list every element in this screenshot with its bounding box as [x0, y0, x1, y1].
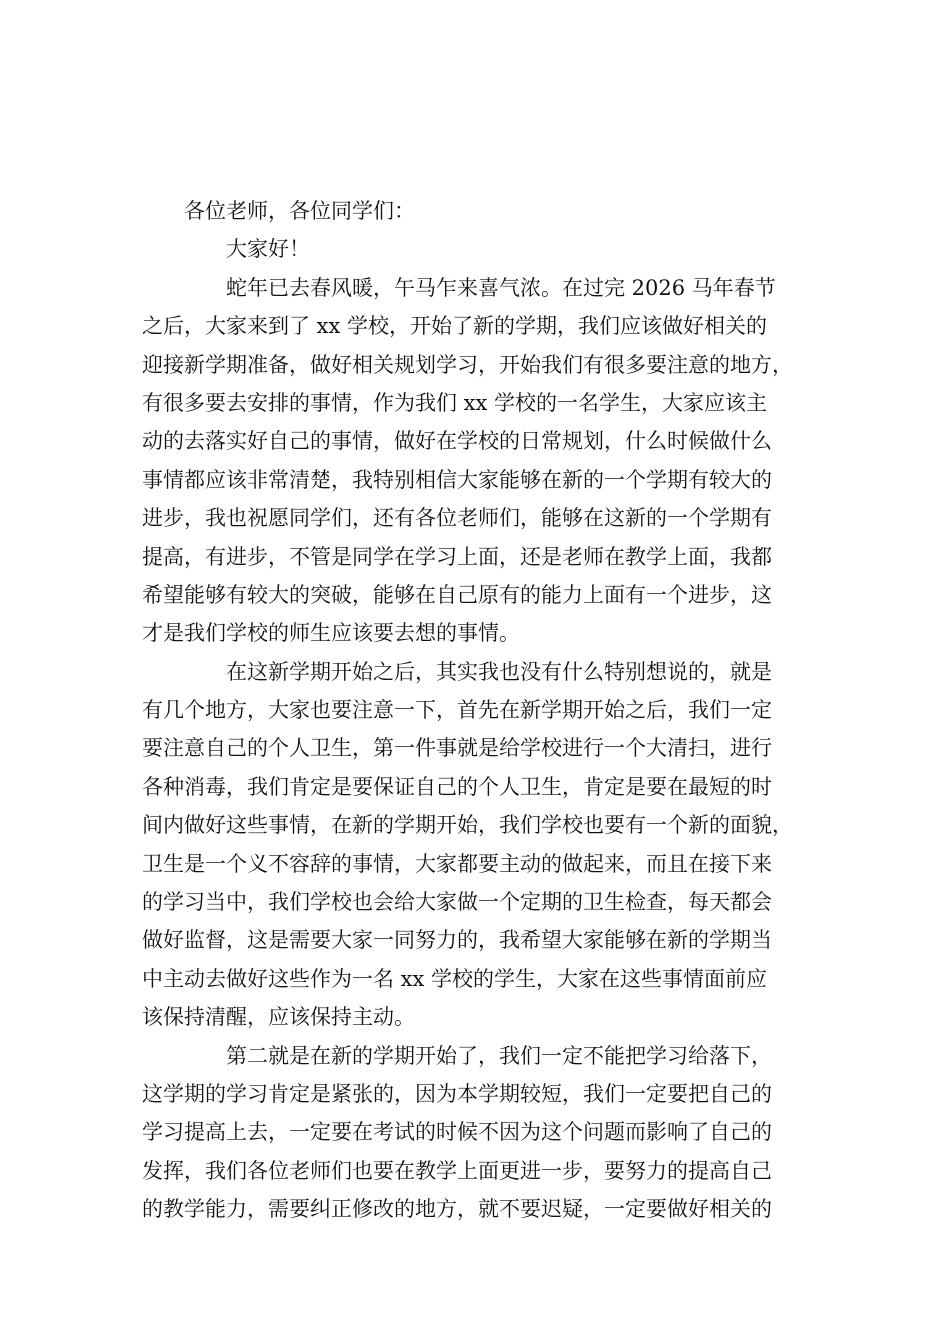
paragraph-2 [142, 653, 814, 1037]
paragraph-line: 第二就是在新的学期开始了，我们一定不能把学习给落下， [226, 1043, 772, 1068]
paragraph-line: 有几个地方，大家也要注意一下，首先在新学期开始之后，我们一定 [142, 698, 772, 723]
salutation: 各位老师，各位同学们： [184, 199, 415, 223]
paragraph-line: 卫生是一个义不容辞的事情，大家都要主动的做起来，而且在接下来 [142, 851, 772, 876]
greeting: 大家好！ [226, 237, 310, 262]
paragraph-line: 提高，有进步，不管是同学在学习上面，还是老师在教学上面，我都 [142, 544, 772, 569]
paragraph-line: 学习提高上去，一定要在考试的时候不因为这个问题而影响了自己的 [142, 1120, 772, 1145]
paragraph-line: 在这新学期开始之后，其实我也没有什么特别想说的，就是 [226, 659, 772, 684]
paragraph-line: 的教学能力，需要纠正修改的地方，就不要迟疑，一定要做好相关的 [142, 1197, 772, 1222]
paragraph-line: 事情都应该非常清楚，我特别相信大家能够在新的一个学期有较大的 [142, 467, 772, 492]
paragraph-line: 蛇年已去春风暖，午马乍来喜气浓。在过完 2026 马年春节 [226, 275, 776, 300]
paragraph-line: 进步，我也祝愿同学们，还有各位老师们，能够在这新的一个学期有 [142, 506, 772, 531]
paragraph-line: 间内做好这些事情，在新的学期开始，我们学校也要有一个新的面貌， [142, 813, 793, 838]
paragraph-line: 有很多要去安排的事情，作为我们 xx 学校的一名学生，大家应该主 [142, 390, 768, 415]
paragraph-line: 这学期的学习肯定是紧张的，因为本学期较短，我们一定要把自己的 [142, 1081, 772, 1106]
paragraph-line: 之后，大家来到了 xx 学校，开始了新的学期，我们应该做好相关的 [142, 314, 768, 339]
paragraph-line: 发挥，我们各位老师们也要在教学上面更进一步，要努力的提高自己 [142, 1158, 772, 1183]
paragraph-line: 要注意自己的个人卫生，第一件事就是给学校进行一个大清扫，进行 [142, 736, 772, 761]
paragraph-line: 才是我们学校的师生应该要去想的事情。 [142, 621, 520, 646]
paragraph-line: 动的去落实好自己的事情，做好在学校的日常规划，什么时候做什么 [142, 429, 772, 454]
document-body [142, 192, 814, 1229]
paragraph-1 [142, 269, 814, 653]
paragraph-line: 做好监督，这是需要大家一同努力的，我希望大家能够在新的学期当 [142, 928, 772, 953]
paragraph-line: 各种消毒，我们肯定是要保证自己的个人卫生，肯定是要在最短的时 [142, 774, 772, 799]
paragraph-3 [142, 1037, 814, 1229]
paragraph-line: 希望能够有较大的突破，能够在自己原有的能力上面有一个进步，这 [142, 582, 772, 607]
paragraph-line: 的学习当中，我们学校也会给大家做一个定期的卫生检查，每天都会 [142, 890, 772, 915]
paragraph-line: 迎接新学期准备，做好相关规划学习，开始我们有很多要注意的地方， [142, 352, 793, 377]
paragraph-line: 中主动去做好这些作为一名 xx 学校的学生，大家在这些事情面前应 [142, 966, 768, 991]
paragraph-line: 该保持清醒，应该保持主动。 [142, 1005, 415, 1030]
